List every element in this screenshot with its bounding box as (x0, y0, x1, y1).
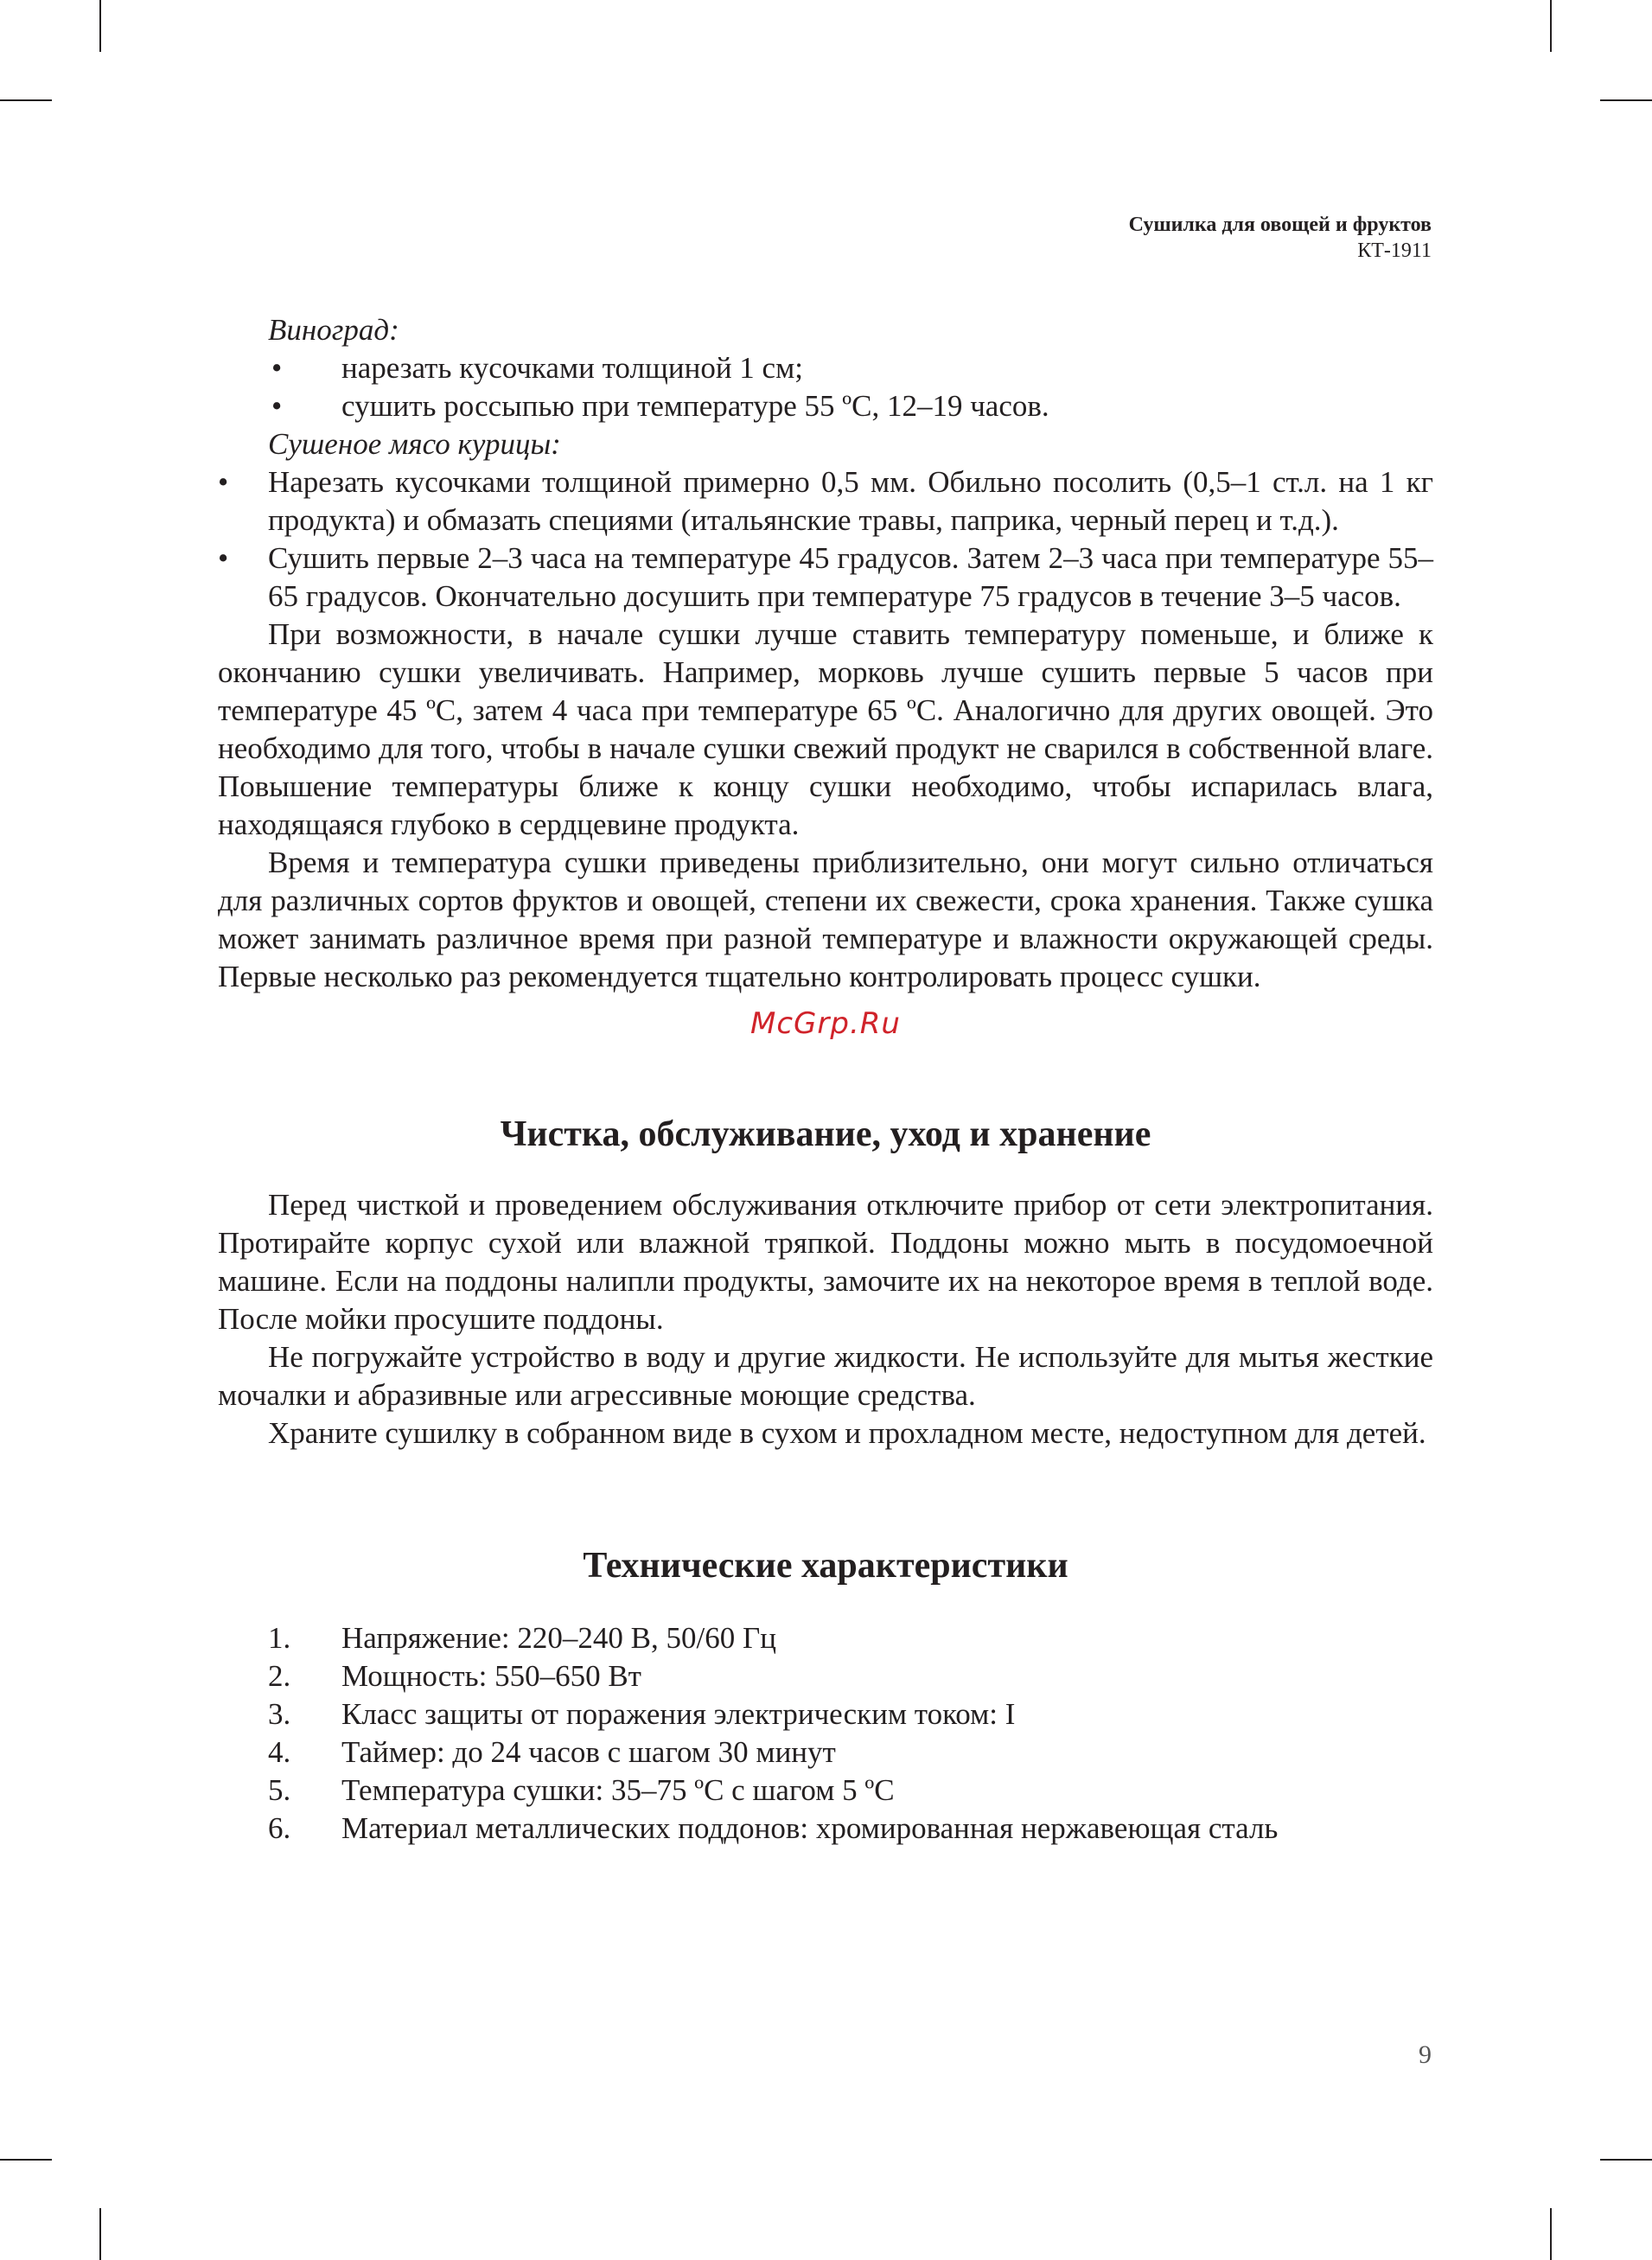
crop-mark (1600, 2159, 1652, 2161)
spec-item: 6. Материал металлических поддонов: хромированная нержавеющая сталь (268, 1811, 1279, 1845)
section-heading-cleaning: Чистка, обслуживание, уход и хранение (500, 1114, 1151, 1154)
watermark: McGrp.Ru (750, 1006, 901, 1041)
list-item: • нарезать кусочками толщиной 1 см; (218, 349, 1433, 387)
specs-list (218, 1619, 1433, 1848)
paragraph: Не погружайте устройство в воду и другие жидкости. Не используйте для мытья жесткие мочалки и абразивные или агрессивные моющие средства. (218, 1340, 1433, 1412)
page-content (218, 311, 1433, 1848)
list-item: • Сушить первые 2–3 часа на температуре 45 градусов. Затем 2–3 часа при температуре 55–65 градусов. Окончательно досушить при температуре 75 градусов в течение 3–5 часов. (218, 541, 1433, 613)
paragraph: При возможности, в начале сушки лучше ставить температуру поменьше, и ближе к окончанию сушки увеличивать. Например, морковь лучше сушить первые 5 часов при температуре 45 ºС, затем 4 часа при температуре 65 ºС. Аналогично для других овощей. Это необходимо для того, чтобы в начале сушки свежий продукт не сварился в собственной влаге. Повышение температуры ближе к концу сушки необходимо, чтобы испарилась влага, находящаяся глубоко в сердцевине продукта. (218, 617, 1433, 841)
bullet: • (218, 541, 229, 575)
crop-mark (0, 99, 52, 101)
crop-mark (1550, 2208, 1552, 2260)
crop-mark (1600, 99, 1652, 101)
paragraph: Перед чисткой и проведением обслуживания отключите прибор от сети электропитания. Протирайте корпус сухой или влажной тряпкой. Поддоны можно мыть в посудомоечной машине. Если на поддоны налипли продукты, замочите их на некоторое время в теплой воде. После мойки просушите поддоны. (218, 1188, 1433, 1336)
header-title: Сушилка для овощей и фруктов (1128, 214, 1432, 236)
chicken-list (218, 463, 1433, 616)
list-item: • сушить россыпью при температуре 55 ºС, 12–19 часов. (218, 387, 1433, 425)
running-header (1129, 212, 1432, 264)
spec-item: 5. Температура сушки: 35–75 ºС с шагом 5 ºС (268, 1773, 895, 1807)
bullet: • (271, 351, 283, 385)
paragraph: Время и температура сушки приведены приблизительно, они могут сильно отличаться для различных сортов фруктов и овощей, степени их свежести, срока хранения. Также сушка может занимать различное время при разной температуре и влажности окружающей среды. Первые несколько раз рекомендуется тщательно контролировать процесс сушки. (218, 846, 1433, 993)
paragraph: Храните сушилку в собранном виде в сухом и прохладном месте, недоступном для детей. (268, 1416, 1426, 1450)
grapes-list (218, 349, 1433, 425)
spec-item: 2. Мощность: 550–650 Вт (268, 1659, 641, 1693)
spec-item: 1. Напряжение: 220–240 В, 50/60 Гц (268, 1621, 776, 1655)
bullet: • (271, 389, 283, 423)
header-model: КТ-1911 (1357, 239, 1432, 262)
page-number: 9 (1419, 2040, 1432, 2069)
spec-item: 4. Таймер: до 24 часов с шагом 30 минут (268, 1735, 836, 1769)
crop-mark (99, 0, 101, 52)
crop-mark (1550, 0, 1552, 52)
bullet: • (218, 465, 229, 499)
grapes-label: Виноград: (268, 313, 399, 347)
chicken-label: Сушеное мясо курицы: (268, 427, 561, 461)
section-heading-specs: Технические характеристики (583, 1546, 1068, 1586)
crop-mark (99, 2208, 101, 2260)
crop-mark (0, 2159, 52, 2161)
spec-item: 3. Класс защиты от поражения электрическим током: I (268, 1697, 1016, 1731)
list-item: • Нарезать кусочками толщиной примерно 0,5 мм. Обильно посолить (0,5–1 ст.л. на 1 кг продукта) и обмазать специями (итальянские травы, паприка, черный перец и т.д.). (218, 465, 1433, 537)
